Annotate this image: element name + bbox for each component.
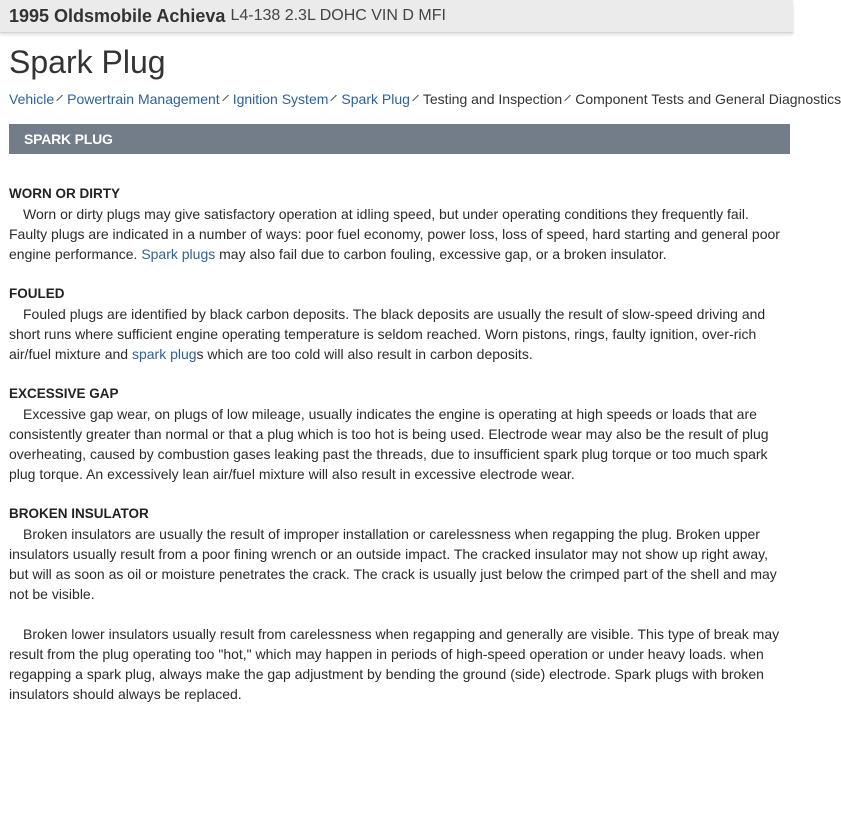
paragraph-excessive-gap: Excessive gap wear, on plugs of low mileage, usually indicates the engine is operating at high speeds or loads that are consistently greater than normal or that a plug which is too hot is being used. Electrode wear may also be the result of plug overheating, caused by combustion gases leaking past the threads, due to insufficient spark plug torque or too much spark plug torque. An excessively lean air/fuel mixture will also result in excessive electrode wear. — [9, 406, 769, 482]
paragraph-fouled — [9, 304, 789, 364]
breadcrumb-component-tests: Component Tests and General Diagnostics — [575, 91, 841, 107]
breadcrumb-powertrain-management[interactable]: Powertrain Management — [67, 91, 220, 107]
heading-fouled: FOULED — [9, 286, 65, 301]
chevron-right-icon — [565, 95, 571, 101]
paragraph-broken-insulator-lower: Broken lower insulators usually result from carelessness when regapping and generally are visible. This type of break may result from the plug operating too "hot," which may happen in periods of high-speed operation or under heavy loads. when regapping a spark plug, always make the gap adjustment by bending the ground (side) electrode. Spark plugs with broken insulators should always be replaced. — [9, 626, 780, 702]
article-content — [9, 184, 789, 704]
page-title: Spark Plug — [9, 44, 166, 80]
vehicle-name: 1995 Oldsmobile Achieva — [9, 5, 226, 26]
spark-plug-link[interactable]: spark plug — [131, 346, 197, 362]
section-banner: SPARK PLUG — [9, 124, 790, 154]
paragraph-text: may also fail due to carbon fouling, excessive gap, or a broken insulator. — [215, 246, 667, 262]
paragraph-text: s which are too cold will also result in carbon deposits. — [196, 346, 533, 362]
paragraph-broken-insulator-upper: Broken insulators are usually the result of improper installation or carelessness when regapping the plug. Broken upper insulators usually result from a poor fining wrench or an outside impact. The cracked insulator may not show up right away, but will as soon as oil or moisture penetrates the crack. The crack is usually just below the crimped part of the shell and may not be visible. — [9, 526, 777, 602]
breadcrumb-vehicle[interactable]: Vehicle — [9, 91, 55, 107]
heading-broken-insulator: BROKEN INSULATOR — [9, 506, 149, 521]
heading-excessive-gap: EXCESSIVE GAP — [9, 386, 119, 401]
breadcrumb-spark-plug[interactable]: Spark Plug — [341, 91, 410, 107]
heading-worn-or-dirty: WORN OR DIRTY — [9, 186, 120, 201]
spark-plugs-link[interactable]: Spark plugs — [141, 246, 216, 262]
paragraph-text: Worn or dirty plugs may give satisfactory operation at idling speed, but under operating conditions they frequently fail. Faulty plugs are indicated in a number of ways: poor fuel economy, power loss, loss of speed, hard starting and general poor engine performance. — [9, 206, 780, 262]
paragraph-worn-or-dirty — [9, 204, 789, 264]
vehicle-header-bar — [0, 0, 793, 33]
chevron-right-icon — [222, 95, 228, 101]
breadcrumb — [9, 89, 841, 109]
paragraph-text: Fouled plugs are identified by black carbon deposits. The black deposits are usually the result of slow-speed driving and short runs where sufficient engine operating temperature is seldom reached. Worn pistons, rings, faulty ignition, over-rich air/fuel mixture and — [9, 306, 766, 362]
chevron-right-icon — [331, 95, 337, 101]
engine-spec: L4-138 2.3L DOHC VIN D MFI — [230, 7, 446, 24]
chevron-right-icon — [412, 95, 418, 101]
chevron-right-icon — [56, 95, 62, 101]
breadcrumb-testing-and-inspection: Testing and Inspection — [422, 91, 563, 107]
breadcrumb-ignition-system[interactable]: Ignition System — [232, 91, 329, 107]
